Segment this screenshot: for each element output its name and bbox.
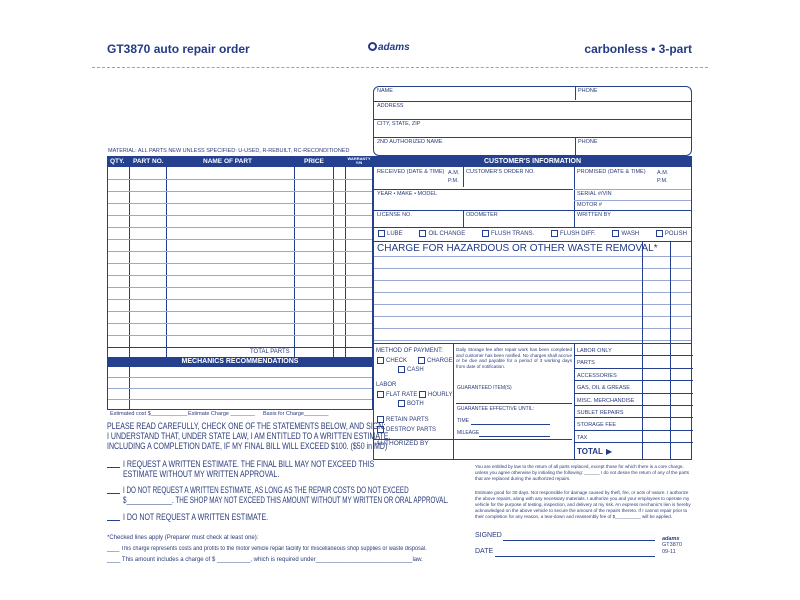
storage-fee-note: Daily Storage fee after repair work has been completed and customer has been notified. No charges shall accrue or be due and payable for a period of 3 working days from date of notification. xyxy=(456,347,572,370)
estimated-cost: Estimated cost $____________ xyxy=(110,411,188,417)
cash-option xyxy=(398,366,424,373)
labor-label: LABOR xyxy=(376,382,397,388)
both-label: BOTH xyxy=(407,401,424,408)
repair-description-area[interactable] xyxy=(373,242,692,344)
parts-row-line xyxy=(108,191,372,192)
parts-row-line xyxy=(108,251,372,252)
hourly-label: HOURLY xyxy=(428,392,453,399)
parts-row-line xyxy=(108,335,372,336)
perforation-line xyxy=(92,67,708,68)
payment-totals-block xyxy=(373,344,692,460)
parts-return-notice: You are entitled by law to the return of all parts replaced, except those for which there is a core charge, unless you agree otherwise by initialing the following: ______ I do not desire the return of any of the parts that are replaced during the authorized repairs. xyxy=(475,464,689,481)
option3-checkline[interactable] xyxy=(107,520,120,521)
phone-field[interactable]: PHONE xyxy=(578,88,598,94)
motor-field[interactable]: MOTOR # xyxy=(577,202,602,208)
signature-line[interactable] xyxy=(503,540,655,541)
flat-rate-label: FLAT RATE xyxy=(386,392,418,399)
received-pm[interactable]: P.M. xyxy=(448,178,459,184)
authorization-notice: Estimate good for 30 days. Not responsible for damage caused by theft, fire, or acts of nature. I authorize the above repairs, along with any necessary materials. I authorize you and your employees to operate my vehicle for the purpose of testing, inspection, and delivery at my risk. An express mechanic's lien is hereby acknowledged on the above vehicle to secure the amount of the repairs thereto. If I cannot repair prior to their completion for any reason, a tear-down and reassembly fee of $__________ will be applied. xyxy=(475,490,691,519)
col-warranty: WARRANTY Y/N xyxy=(347,156,371,166)
promised-pm[interactable]: P.M. xyxy=(657,178,668,184)
service-label: LUBE xyxy=(387,231,403,238)
service-checkbox[interactable] xyxy=(656,230,663,237)
total-parts-divider xyxy=(108,347,372,348)
col-part-name: NAME OF PART xyxy=(203,158,252,165)
charge-option xyxy=(418,357,453,364)
parts-row-line xyxy=(108,275,372,276)
written-by-field[interactable]: WRITTEN BY xyxy=(577,212,611,218)
service-label: OIL CHANGE xyxy=(428,231,466,238)
statement-intro: PLEASE READ CAREFULLY, CHECK ONE OF THE STATEMENTS BELOW, AND SIGN: xyxy=(107,421,386,431)
form-subtitle: carbonless • 3-part xyxy=(584,42,692,56)
hourly-option xyxy=(419,391,453,398)
form-title: GT3870 auto repair order xyxy=(107,42,250,56)
time-field[interactable]: TIME xyxy=(457,418,469,424)
phone2-field[interactable]: PHONE xyxy=(578,139,598,145)
service-checkbox[interactable] xyxy=(551,230,558,237)
order-no-field[interactable]: CUSTOMER'S ORDER NO. xyxy=(466,169,535,175)
estimate-charge: Estimate Charge ________ xyxy=(188,411,255,417)
date-line[interactable] xyxy=(495,556,655,557)
received-am[interactable]: A.M. xyxy=(448,170,460,176)
footer-rev: 09-11 xyxy=(662,548,676,555)
service-checkbox[interactable] xyxy=(482,230,489,237)
footer-brand-name: adams xyxy=(662,536,680,542)
checked-lines-title: *Checked lines apply (Preparer must check at least one): xyxy=(107,535,259,541)
footer-code: GT3870 xyxy=(662,542,682,549)
basis-for-charge: Basis for Charge________ xyxy=(263,411,329,417)
cash-checkbox[interactable] xyxy=(398,366,405,373)
service-label: WASH xyxy=(621,231,640,238)
customer-info-block xyxy=(373,156,692,228)
arrow-right-icon: ▶ xyxy=(606,447,613,457)
parts-row-line xyxy=(108,215,372,216)
guarantee-until-label: GUARANTEE EFFECTIVE UNTIL: xyxy=(457,406,535,412)
mileage-field[interactable]: MILEAGE xyxy=(457,430,480,436)
option2-line2: $_____________. THE SHOP MAY NOT EXCEED THIS AMOUNT WITHOUT MY WRITTEN OR ORAL APPROVAL. xyxy=(123,495,449,505)
total-row xyxy=(574,344,693,356)
option1-checkline[interactable] xyxy=(107,467,120,468)
total-row-label: GAS, OIL & GREASE xyxy=(577,385,630,392)
total-parts-label: TOTAL PARTS xyxy=(250,349,290,355)
description-line xyxy=(374,268,691,269)
total-row-label: STORAGE FEE xyxy=(577,422,617,429)
charge-checkbox[interactable] xyxy=(418,357,425,364)
mechanics-header: MECHANICS RECOMMENDATIONS xyxy=(108,357,372,367)
customer-contact-block xyxy=(373,86,692,156)
service-checkbox[interactable] xyxy=(419,230,426,237)
service-option xyxy=(378,230,403,237)
parts-row-line xyxy=(108,263,372,264)
total-label: TOTAL xyxy=(577,447,603,457)
col-price: PRICE xyxy=(304,158,324,165)
description-line xyxy=(374,304,691,305)
service-checkbox[interactable] xyxy=(378,230,385,237)
flat-rate-option xyxy=(377,391,417,398)
total-row-label: ACCESSORIES xyxy=(577,372,617,379)
total-row-label: PARTS xyxy=(577,360,595,367)
customer-info-title: CUSTOMER'S INFORMATION xyxy=(374,157,691,167)
hourly-checkbox[interactable] xyxy=(419,391,426,398)
check-option xyxy=(377,357,407,364)
parts-row-line xyxy=(108,287,372,288)
license-field[interactable]: LICENSE NO. xyxy=(377,212,412,218)
signed-label: SIGNED xyxy=(475,532,502,539)
col-part-no: PART NO. xyxy=(133,158,164,165)
cash-label: CASH xyxy=(407,367,424,374)
both-checkbox[interactable] xyxy=(398,400,405,407)
service-option xyxy=(551,230,596,237)
city-state-zip-field[interactable]: CITY, STATE, ZIP xyxy=(377,121,421,127)
parts-row-line xyxy=(108,299,372,300)
parts-row-line xyxy=(108,227,372,228)
received-field[interactable]: RECEIVED (DATE & TIME) xyxy=(377,169,445,175)
address-field[interactable]: ADDRESS xyxy=(377,103,404,109)
total-row-label: LABOR ONLY xyxy=(577,348,612,354)
payment-method-label: METHOD OF PAYMENT: xyxy=(376,348,443,354)
statement-law: I UNDERSTAND THAT, UNDER STATE LAW, I AM ENTITLED TO A WRITTEN ESTIMATE, xyxy=(107,431,391,441)
description-line xyxy=(374,292,691,293)
description-line xyxy=(374,328,691,329)
flat-rate-checkbox[interactable] xyxy=(377,391,384,398)
footer-brand xyxy=(662,536,682,555)
option-no-estimate-limit xyxy=(123,485,449,505)
description-line xyxy=(374,316,691,317)
total-row xyxy=(574,406,693,418)
total-row xyxy=(574,418,693,430)
estimate-statements xyxy=(107,421,391,451)
charge-label: CHARGE xyxy=(427,358,453,365)
service-label: FLUSH DIFF. xyxy=(559,231,596,238)
total-row xyxy=(574,369,693,381)
col-qty: QTY. xyxy=(110,158,125,165)
mechanics-area[interactable] xyxy=(107,366,373,410)
service-option xyxy=(482,230,534,237)
authorized-by-field[interactable]: AUTHORIZED BY xyxy=(376,440,429,447)
parts-row-line xyxy=(108,311,372,312)
statement-completion: INCLUDING A COMPLETION DATE, IF MY FINAL BILL WILL EXCEED $100. ($50 in MD) xyxy=(107,441,388,451)
checked-line-2[interactable]: ____ This amount includes a charge of $ __________, which is required under_____________________________law. xyxy=(107,557,423,563)
total-row xyxy=(574,356,693,368)
service-option xyxy=(612,230,639,237)
total-row-label: MISC. MERCHANDISE xyxy=(577,397,635,404)
description-line xyxy=(374,280,691,281)
retain-parts-label: RETAIN PARTS xyxy=(386,417,429,424)
total-row-label: SUBLET REPAIRS xyxy=(577,410,624,416)
option-no-estimate: I DO NOT REQUEST A WRITTEN ESTIMATE. xyxy=(123,512,269,522)
material-note: MATERIAL: ALL PARTS NEW UNLESS SPECIFIED: U-USED, R-REBUILT, RC-RECONDITIONED xyxy=(108,148,350,154)
service-option xyxy=(419,230,465,237)
parts-table xyxy=(107,156,373,366)
brand-logo: adams xyxy=(368,42,410,53)
service-checkbox[interactable] xyxy=(612,230,619,237)
check-checkbox[interactable] xyxy=(377,357,384,364)
parts-row-line xyxy=(108,323,372,324)
destroy-parts-label: DESTROY PARTS xyxy=(386,427,437,434)
checked-line-1[interactable]: ____ This charge represents costs and profits to the motor vehicle repair facility for miscellaneous shop supplies or waste disposal. xyxy=(107,546,427,552)
option2-checkline[interactable] xyxy=(107,493,120,494)
second-authorized-name-field[interactable]: 2ND AUTHORIZED NAME xyxy=(377,139,443,145)
serial-vin-field[interactable]: SERIAL #/VIN xyxy=(577,191,612,197)
service-option xyxy=(656,230,687,237)
grand-total-row xyxy=(574,443,693,462)
odometer-field[interactable]: ODOMETER xyxy=(466,212,498,218)
parts-row-line xyxy=(108,179,372,180)
description-line xyxy=(374,340,691,341)
services-row xyxy=(373,228,692,242)
total-row-label: TAX xyxy=(577,434,588,441)
total-row xyxy=(574,381,693,393)
check-label: CHECK xyxy=(386,358,408,365)
adams-logo-icon xyxy=(368,42,377,51)
option1-line2: ESTIMATE WITHOUT MY WRITTEN APPROVAL. xyxy=(123,469,280,479)
description-line xyxy=(374,256,691,257)
parts-row-line xyxy=(108,203,372,204)
total-row xyxy=(574,394,693,406)
date-label: DATE xyxy=(475,548,494,555)
parts-row-line xyxy=(108,239,372,240)
service-label: POLISH xyxy=(664,231,687,238)
total-row xyxy=(574,431,693,443)
service-label: FLUSH TRANS. xyxy=(490,231,535,238)
option1-line1: I REQUEST A WRITTEN ESTIMATE. THE FINAL BILL MAY NOT EXCEED THIS xyxy=(123,459,375,469)
option2-line1: I DO NOT REQUEST A WRITTEN ESTIMATE, AS LONG AS THE REPAIR COSTS DO NOT EXCEED xyxy=(123,485,409,495)
option-written-estimate xyxy=(123,459,374,479)
both-option xyxy=(398,400,424,407)
guaranteed-items-field[interactable]: GUARANTEED ITEM(S) xyxy=(457,385,512,391)
promised-am[interactable]: A.M. xyxy=(657,170,669,176)
hazard-charge-label: CHARGE FOR HAZARDOUS OR OTHER WASTE REMOVAL* xyxy=(377,243,658,254)
name-field[interactable]: NAME xyxy=(377,88,393,94)
promised-field[interactable]: PROMISED (DATE & TIME) xyxy=(577,169,646,175)
year-make-model-field[interactable]: YEAR • MAKE • MODEL xyxy=(377,191,438,197)
